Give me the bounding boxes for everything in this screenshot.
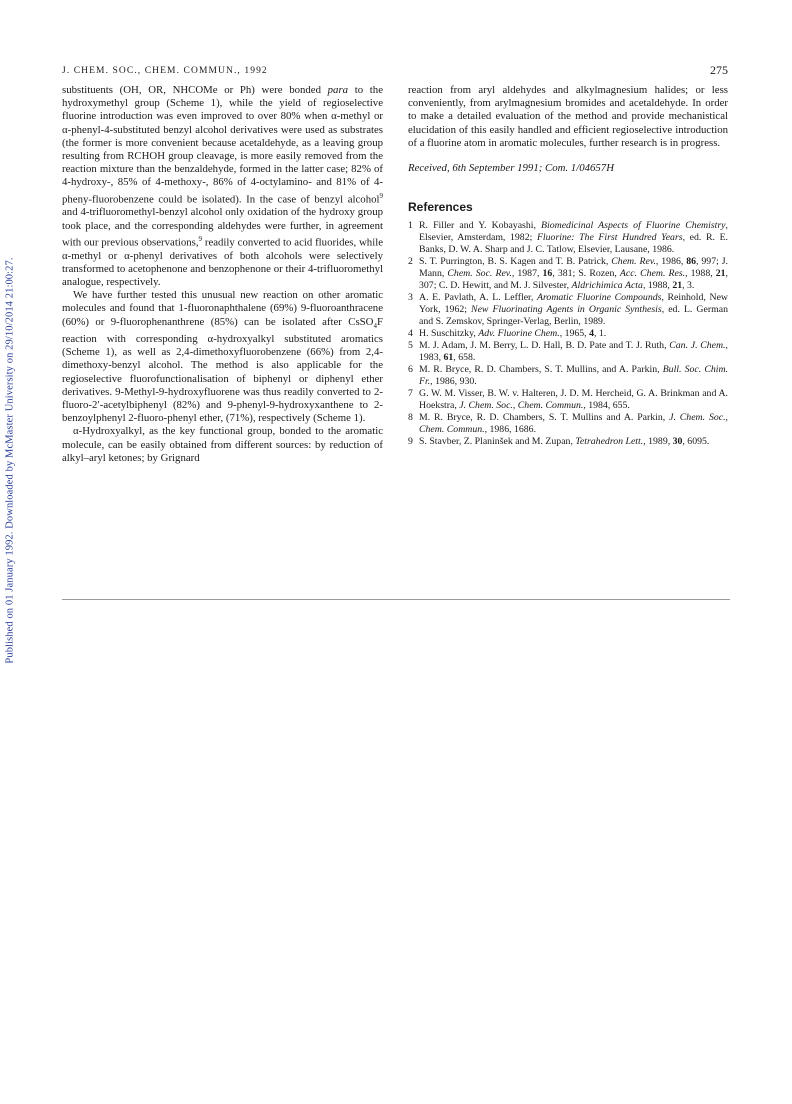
download-watermark-text: Published on 01 January 1992. Downloaded by McMaster University on 29/10/2014 21:00:27. (4, 256, 16, 664)
reference-text: M. R. Bryce, R. D. Chambers, S. T. Mullins and A. Parkin, J. Chem. Soc., Chem. Commun., 1986, 1686. (419, 412, 728, 436)
reference-text: R. Filler and Y. Kobayashi, Biomedicinal Aspects of Fluorine Chemistry, Elsevier, Amsterdam, 1982; Fluorine: The First Hundred Years, ed. R. E. Banks, D. W. A. Sharp and J. C. Tatlow, Elsevier, Lausane, 1986. (419, 220, 729, 256)
reference-number: 3 (408, 292, 413, 304)
reference-item (408, 340, 728, 364)
citation-9: 9 (198, 234, 203, 243)
reference-text: G. W. M. Visser, B. W. v. Halteren, J. D. M. Hercheid, G. A. Brinkman and A. Hoekstra, J. Chem. Soc., Chem. Commun., 1984, 655. (419, 388, 728, 412)
paragraph-4: reaction from aryl aldehydes and alkylmagnesium halides; or less conveniently, from arylmagnesium bromides and acetaldehyde. In order to make a detailed evaluation of the method and provide mechanistical elucidation of this easily handled and efficient regioselective introduction of a fluorine atom in aromatic molecules, further research is in progress. (408, 84, 728, 149)
reference-item (408, 388, 728, 412)
para-italic: para (327, 84, 349, 96)
right-column (408, 84, 728, 448)
reference-number: 2 (408, 256, 413, 268)
page-number: 275 (710, 63, 728, 77)
running-header: J. CHEM. SOC., CHEM. COMMUN., 1992 (62, 66, 268, 76)
footer-divider (62, 599, 730, 600)
download-watermark (2, 250, 18, 670)
reference-item (408, 364, 728, 388)
subscript-4: 4 (373, 321, 377, 330)
left-column (62, 84, 383, 465)
paragraph-3: α-Hydroxyalkyl, as the key functional group, bonded to the aromatic molecule, can be easily obtained from different sources: by reduction of alkyl–aryl ketones; by Grignard (62, 425, 383, 464)
reference-item (408, 412, 728, 436)
paragraph-1: substituents (OH, OR, NHCOMe or Ph) were bonded para to the hydroxymethyl group (Scheme 1), while the yield of regioselective fluorine introduction was even improved to over 80% when α-methyl or α-phenyl-4-substituted benzyl alcohol derivatives were used as substrates (the former is more convenient because acetaldehyde, as a leaving group resulting from RCHOH group cleavage, is more easily removed from the reaction mixture than the benzaldehyde, formed in the latter case; 82% of 4-hydroxy-, 85% of 4-methoxy-, 86% of 4-octylamino- and 81% of 4-pheny-fluorobenzene could be isolated). In the case of benzyl alcohol$^9$ and 4-trifluoromethyl-benzyl alcohol only oxidation of the hydroxy group took place, and the corresponding aldehydes were further, in agreement with our previous observations,$^9$ readily converted to acid fluorides, while α-methyl or α-phenyl derivatives of both alcohols were selectively transformed to acetophenone and benzophenone or their 4-trifluoromethyl analogue, respectively. (62, 84, 383, 289)
reference-item (408, 328, 728, 340)
citation-9: 9 (379, 191, 383, 200)
reference-number: 9 (408, 436, 413, 448)
reference-number: 7 (408, 388, 413, 400)
references-heading: References (408, 200, 473, 215)
received-line: Received, 6th September 1991; Com. 1/04657H (408, 162, 614, 175)
reference-text: M. J. Adam, J. M. Berry, L. D. Hall, B. D. Pate and T. J. Ruth, Can. J. Chem., 1983, 61, 658. (419, 340, 728, 364)
reference-text: S. Stavber, Z. Planinšek and M. Zupan, Tetrahedron Lett., 1989, 30, 6095. (419, 436, 710, 448)
reference-list (408, 220, 728, 448)
reference-number: 6 (408, 364, 413, 376)
reference-item (408, 292, 728, 328)
paragraph-2: We have further tested this unusual new reaction on other aromatic molecules and found that 1-fluoronaphthalene (69%) 9-fluoroanthracene (60%) or 9-fluorophenanthrene (85%) can be isolated after CsSO$_4$F reaction with corresponding α-hydroxyalkyl substituted aromatics (Scheme 1), as well as 2,4-dimethoxyfluorobenzene (66%) from 2,4-dimethoxy-benzyl alcohol. The method is also applicable for the regioselective fluorofunctionalisation of biphenyl or diphenyl ether derivatives. 9-Methyl-9-hydroxyfluorene was thus readily converted to 2-fluoro-2′-acetylbiphenyl (82%) and 9-phenyl-9-hydroxyxanthene to 2-benzoylphenyl 2-fluoro-phenyl ether, (71%), respectively (Scheme 1). (62, 289, 383, 425)
reference-number: 1 (408, 220, 413, 232)
reference-item (408, 436, 728, 448)
reference-item (408, 256, 728, 292)
reference-text: A. E. Pavlath, A. L. Leffler, Aromatic Fluorine Compounds, Reinhold, New York, 1962; New Fluorinating Agents in Organic Synthesis, ed. L. German and S. Zemskov, Springer-Verlag, Berlin, 1989. (419, 292, 728, 328)
reference-number: 8 (408, 412, 413, 424)
reference-number: 5 (408, 340, 413, 352)
reference-text: M. R. Bryce, R. D. Chambers, S. T. Mullins, and A. Parkin, Bull. Soc. Chim. Fr., 1986, 930. (419, 364, 729, 388)
reference-item (408, 220, 728, 256)
reference-text: H. Suschitzky, Adv. Fluorine Chem., 1965, 4, 1. (419, 328, 607, 340)
reference-number: 4 (408, 328, 413, 340)
reference-text: S. T. Purrington, B. S. Kagen and T. B. Patrick, Chem. Rev., 1986, 86, 997; J. Mann, Chem. Soc. Rev., 1987, 16, 381; S. Rozen, Acc. Chem. Res., 1988, 21, 307; C. D. Hewitt, and M. J. Silvester, Aldrichimica Acta, 1988, 21, 3. (419, 256, 728, 292)
